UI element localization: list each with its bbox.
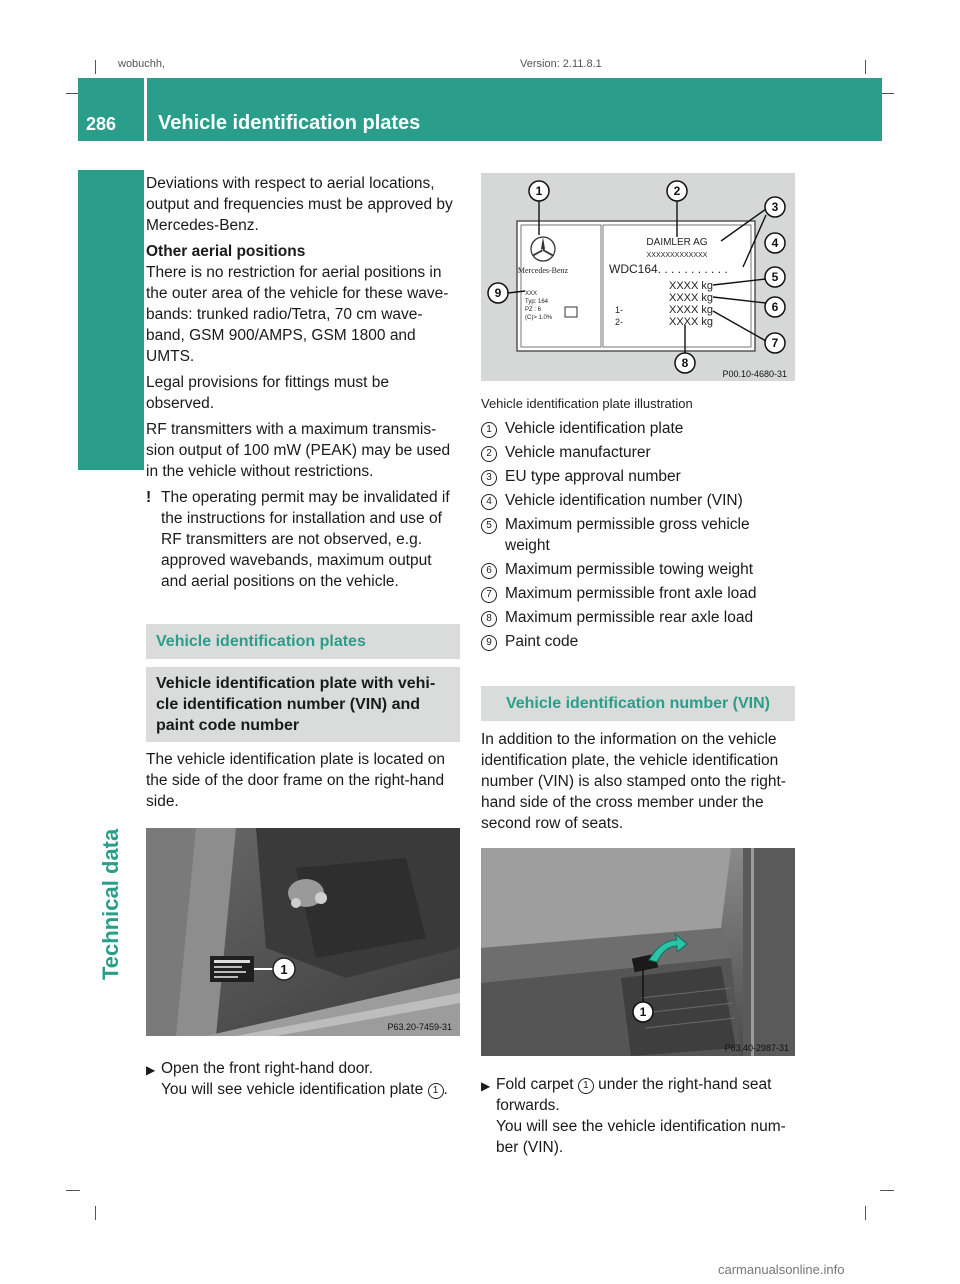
legend-num: 6: [481, 563, 497, 579]
legend-item: [481, 442, 795, 463]
seat-cross-member-photo: [481, 848, 795, 1056]
section-title-vin: Vehicle identification number (VIN): [481, 686, 795, 721]
callout-2: 2: [673, 184, 681, 198]
legend-num: 3: [481, 470, 497, 486]
slug-left: wobuchh,: [118, 58, 166, 70]
photo-code: P63.40-2987-31: [724, 1043, 789, 1053]
plate-left-line: PZ : 6: [525, 307, 542, 313]
callout-1: 1: [280, 962, 288, 977]
legend-num: 7: [481, 587, 497, 603]
legend-text: Vehicle identification number (VIN): [505, 492, 743, 509]
chapter-tab-block: [78, 170, 144, 470]
legend-text: Vehicle identification plate: [505, 420, 684, 437]
legend-item: [481, 418, 795, 439]
door-frame-photo: [146, 828, 460, 1036]
plate-towing-weight: XXXX kg: [669, 292, 714, 304]
chapter-tab: [78, 170, 144, 1180]
crop-mark: [865, 60, 866, 74]
legend-num: 8: [481, 611, 497, 627]
left-column: [146, 173, 460, 1100]
subsection-title: Vehicle identification plate with vehi- cle identification number (VIN) and paint code number: [146, 667, 460, 742]
paragraph: Legal provisions for fittings must be observed.: [146, 374, 389, 412]
callout-1: 1: [639, 1005, 647, 1019]
callout-ref-1: 1: [578, 1078, 594, 1094]
legend-text: EU type approval number: [505, 468, 681, 485]
instruction-step: ▶ Open the front right-hand door. You will see vehicle identification plate 1 .: [146, 1060, 448, 1098]
plate-rear-axle: XXXX kg: [669, 316, 714, 328]
callout-4: 4: [771, 236, 779, 250]
legend-item: [481, 559, 795, 580]
photo-code: P63.20-7459-31: [387, 1022, 452, 1032]
plate-front-axle: XXXX kg: [669, 304, 714, 316]
figure-caption: Vehicle identification plate illustration: [481, 396, 693, 411]
legend-text: Vehicle manufacturer: [505, 444, 651, 461]
step-arrow-icon: ▶: [481, 1079, 491, 1093]
legend-num: 9: [481, 635, 497, 651]
paragraph: There is no restriction for aerial positions in the outer area of the vehicle for these wave- bands: trunked radio/Tetra, 70 cm wave- band, GSM 900/AMPS, GSM 1800 and UMTS.: [146, 264, 449, 365]
crop-mark: [95, 1206, 96, 1220]
plate-axle-row-2: 2-: [615, 317, 624, 327]
callout-7: 7: [771, 336, 779, 350]
crop-mark: [880, 1190, 894, 1191]
crop-mark: [66, 1190, 80, 1191]
callout-3: 3: [771, 200, 779, 214]
legend-text: Maximum permissible towing weight: [505, 561, 754, 578]
callout-8: 8: [681, 356, 689, 370]
plate-type-approval: XXXXXXXXXXXXX: [646, 252, 708, 259]
plate-axle-row-1: 1-: [615, 305, 624, 315]
legend-num: 4: [481, 494, 497, 510]
legend-item: [481, 514, 795, 556]
legend-item: [481, 607, 795, 628]
callout-9: 9: [494, 286, 502, 300]
page-title: Vehicle identification plates: [158, 112, 421, 134]
callout-ref-1: 1: [428, 1083, 444, 1099]
instruction-step: [481, 1074, 795, 1158]
step-text: Open the front right-hand door.: [161, 1060, 373, 1077]
legend-item: [481, 583, 795, 604]
legend-num: 5: [481, 518, 497, 534]
section-title: Vehicle identification plates: [146, 624, 460, 659]
step-result: You will see the vehicle identification num- ber (VIN).: [496, 1118, 786, 1156]
plate-gross-weight: XXXX kg: [669, 280, 714, 292]
crop-mark: [865, 1206, 866, 1220]
callout-6: 6: [771, 300, 779, 314]
plate-left-line: (C)> 1.0%: [525, 315, 553, 321]
legend-text: Maximum permissible rear axle load: [505, 609, 754, 626]
legend-text: Maximum permissible gross vehicle weight: [505, 516, 750, 554]
plate-vin: WDC164. . . . . . . . . . .: [609, 262, 728, 276]
plate-code: P00.10-4680-31: [722, 369, 787, 379]
warning-note: [146, 487, 460, 592]
plate-left-line: XXX: [525, 291, 538, 297]
paragraph: In addition to the information on the vehicle identification plate, the vehicle identification number (VIN) is also stamped onto the right- hand side of the cross member under the second row of seats.: [481, 731, 786, 832]
legend-text: Paint code: [505, 633, 579, 650]
warning-text: The operating permit may be invalidated if the instructions for installation and use of RF transmitters are not observed, e.g. approved wavebands, maximum output and aerial positions on the vehicle.: [161, 489, 450, 590]
plate-illustration: [481, 173, 795, 381]
warning-icon: !: [146, 489, 152, 506]
legend-item: [481, 466, 795, 487]
step-arrow-icon: ▶: [146, 1063, 156, 1077]
callout-1: 1: [535, 184, 543, 198]
paragraph: RF transmitters with a maximum transmis- sion output of 100 mW (PEAK) may be used in the vehicle without restrictions.: [146, 421, 451, 480]
legend-item: [481, 490, 795, 511]
paragraph: Deviations with respect to aerial locations, output and frequencies must be approved by Mercedes-Benz.: [146, 175, 453, 234]
step-text: under the right-hand seat forwards.: [496, 1076, 772, 1114]
footer-watermark: carmanualsonline.info: [718, 1262, 845, 1277]
callout-5: 5: [771, 270, 779, 284]
crop-mark: [880, 93, 894, 94]
plate-brand: Mercedes-Benz: [517, 266, 569, 275]
page-number: 286: [86, 114, 117, 134]
paragraph: The vehicle identification plate is located on the side of the door frame on the right-hand side.: [146, 751, 445, 810]
legend-item: [481, 631, 795, 652]
legend-text: Maximum permissible front axle load: [505, 585, 757, 602]
plate-maker: DAIMLER AG: [646, 237, 708, 248]
subheading-other-aerial: Other aerial positions: [146, 243, 306, 260]
step-text: Fold carpet: [496, 1076, 574, 1093]
legend-list: [481, 418, 795, 652]
legend-num: 1: [481, 422, 497, 438]
slug-right: Version: 2.11.8.1: [520, 58, 602, 70]
legend-num: 2: [481, 446, 497, 462]
step-result: You will see vehicle identification plate: [161, 1081, 424, 1098]
chapter-label: Technical data: [98, 828, 123, 980]
right-column: [481, 173, 795, 1158]
plate-left-line: Typ: 164: [525, 299, 549, 305]
crop-mark: [95, 60, 96, 74]
